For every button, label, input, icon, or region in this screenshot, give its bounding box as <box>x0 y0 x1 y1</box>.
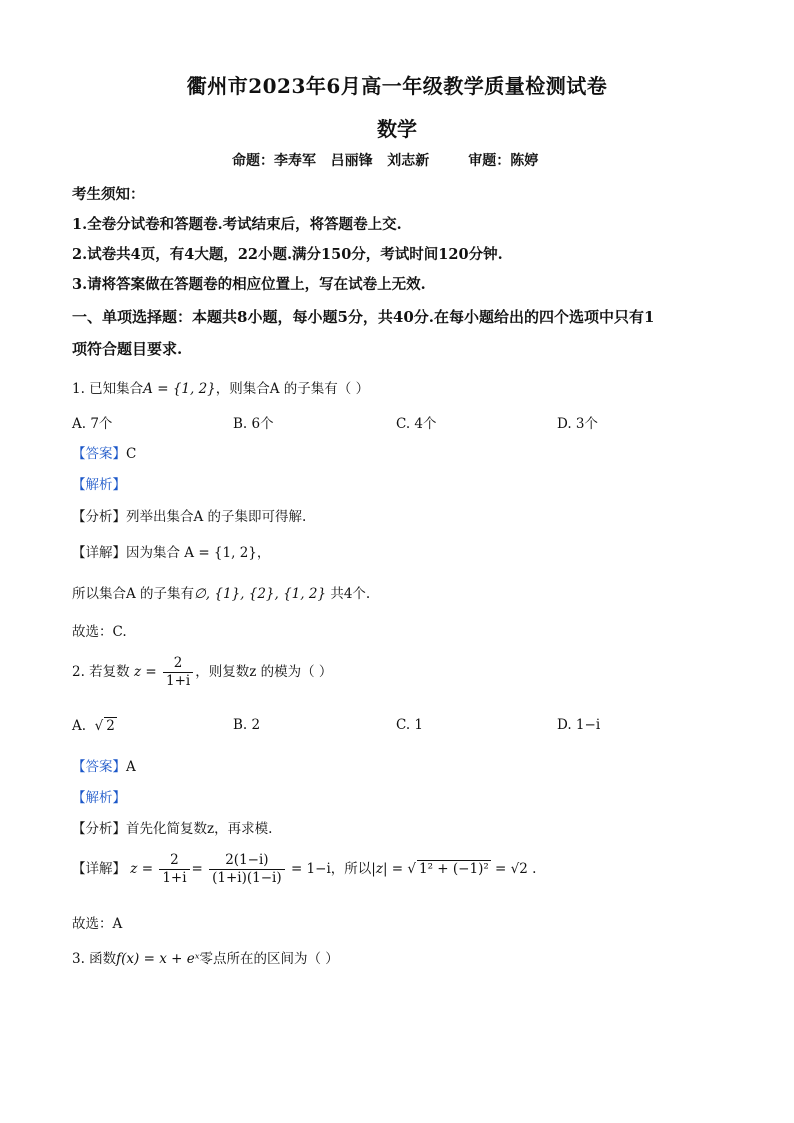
answer-tag: 【答案】 <box>72 759 126 775</box>
question-3-function: f(x) = x + eˣ <box>116 951 200 967</box>
analysis-tag: 【解析】 <box>72 477 126 493</box>
question-1-subsets <box>72 582 370 602</box>
question-1-conclusion: 故选：C. <box>72 624 127 640</box>
question-2-suffix: ，则复数z 的模为（ ） <box>195 664 333 680</box>
question-3-prefix: 3. 函数 <box>72 951 117 967</box>
subsets-list: ∅, {1}, {2}, {1, 2} <box>194 586 327 602</box>
option-a-sqrt: 2 <box>106 718 115 734</box>
question-1-option-b: B. 6个 <box>233 416 274 432</box>
question-1-set: A = {1, 2} <box>143 381 216 397</box>
analysis-tag: 【解析】 <box>72 790 126 806</box>
section-heading-line-2: 项符合题目要求. <box>72 340 183 358</box>
fenxi-text: 列举出集合A 的子集即可得解. <box>126 509 307 525</box>
fraction-numerator: 2 <box>163 655 193 673</box>
page-title: 衢州市2023年6月高一年级教学质量检测试卷 <box>186 74 608 98</box>
detail-result: = √2 . <box>495 861 537 877</box>
fraction-denominator: (1+i)(1−i) <box>212 870 282 886</box>
question-1-detail <box>72 541 270 561</box>
detail-fraction-1 <box>159 852 189 887</box>
question-2-answer <box>72 755 136 775</box>
section-heading-line-1: 一、单项选择题：本题共8小题，每小题5分，共40分.在每小题给出的四个选项中只有1 <box>72 308 655 326</box>
option-a-label: A. <box>72 718 87 734</box>
question-2-option-a: A. √ 2 <box>72 718 115 734</box>
question-1-suffix: ，则集合A 的子集有（ ） <box>215 381 370 397</box>
question-3 <box>72 947 339 967</box>
subsets-suffix: 共4个. <box>326 586 371 602</box>
subject-title: 数学 <box>377 117 417 141</box>
fraction-denominator: 1+i <box>165 673 191 689</box>
fraction-numerator: 2 <box>159 852 189 870</box>
question-1-prefix: 1. 已知集合 <box>72 381 144 397</box>
question-2-option-b: B. 2 <box>233 717 261 733</box>
question-1-option-a: A. 7个 <box>72 416 113 432</box>
question-2-detail: 【详解】 z = $\frac{2}{1+i}$ = $\frac{2(1-i)}{(1+i)(1-i)}$ = 1−i，所以|z| = √ 1² + (−1)² = √2 . <box>72 852 537 886</box>
detail-modulus: |z| = <box>371 861 408 877</box>
question-3-suffix: 零点所在的区间为（ ） <box>199 951 339 967</box>
answer-value: C <box>126 446 137 462</box>
question-1-option-d: D. 3个 <box>557 416 599 432</box>
detail-tag: 【详解】 <box>72 545 126 561</box>
fraction-numerator: 2(1−i) <box>209 852 285 870</box>
authors-line: 命题：李寿军 吕丽锋 刘志新 审题：陈婷 <box>232 153 539 169</box>
question-2-fraction <box>163 655 193 690</box>
detail-text: 因为集合 A = {1, 2}， <box>126 545 271 561</box>
question-2-fenxi <box>72 817 272 837</box>
notice-item-1: 1.全卷分试卷和答题卷.考试结束后，将答题卷上交. <box>72 216 402 233</box>
question-2 <box>72 655 332 690</box>
question-2-option-d: D. 1−i <box>557 717 601 733</box>
answer-tag: 【答案】 <box>72 446 126 462</box>
detail-mod-prefix: ，所以 <box>330 861 372 877</box>
subsets-prefix: 所以集合A 的子集有 <box>72 586 195 602</box>
detail-tag: 【详解】 <box>72 861 126 877</box>
question-1-option-c: C. 4个 <box>396 416 437 432</box>
detail-fraction-2 <box>209 852 285 887</box>
detail-lhs: z = <box>130 861 154 877</box>
question-2-z: z = <box>133 664 157 680</box>
question-2-conclusion: 故选：A <box>72 916 123 932</box>
detail-sqrt: 1² + (−1)² <box>419 861 489 877</box>
fenxi-tag: 【分析】 <box>72 821 126 837</box>
answer-value: A <box>126 759 136 775</box>
fenxi-tag: 【分析】 <box>72 509 126 525</box>
notice-item-2: 2.试卷共4页，有4大题，22小题.满分150分，考试时间120分钟. <box>72 246 503 263</box>
question-2-prefix: 2. 若复数 <box>72 664 130 680</box>
fenxi-text: 首先化简复数z，再求模. <box>126 821 273 837</box>
notice-item-3: 3.请将答案做在答题卷的相应位置上，写在试卷上无效. <box>72 276 426 293</box>
question-1-answer <box>72 442 136 462</box>
question-1-fenxi <box>72 505 306 525</box>
question-1 <box>72 377 369 397</box>
notice-heading: 考生须知： <box>72 186 145 203</box>
detail-rhs: = 1−i <box>290 861 331 877</box>
fraction-denominator: 1+i <box>162 870 187 886</box>
question-2-option-c: C. 1 <box>396 717 424 733</box>
